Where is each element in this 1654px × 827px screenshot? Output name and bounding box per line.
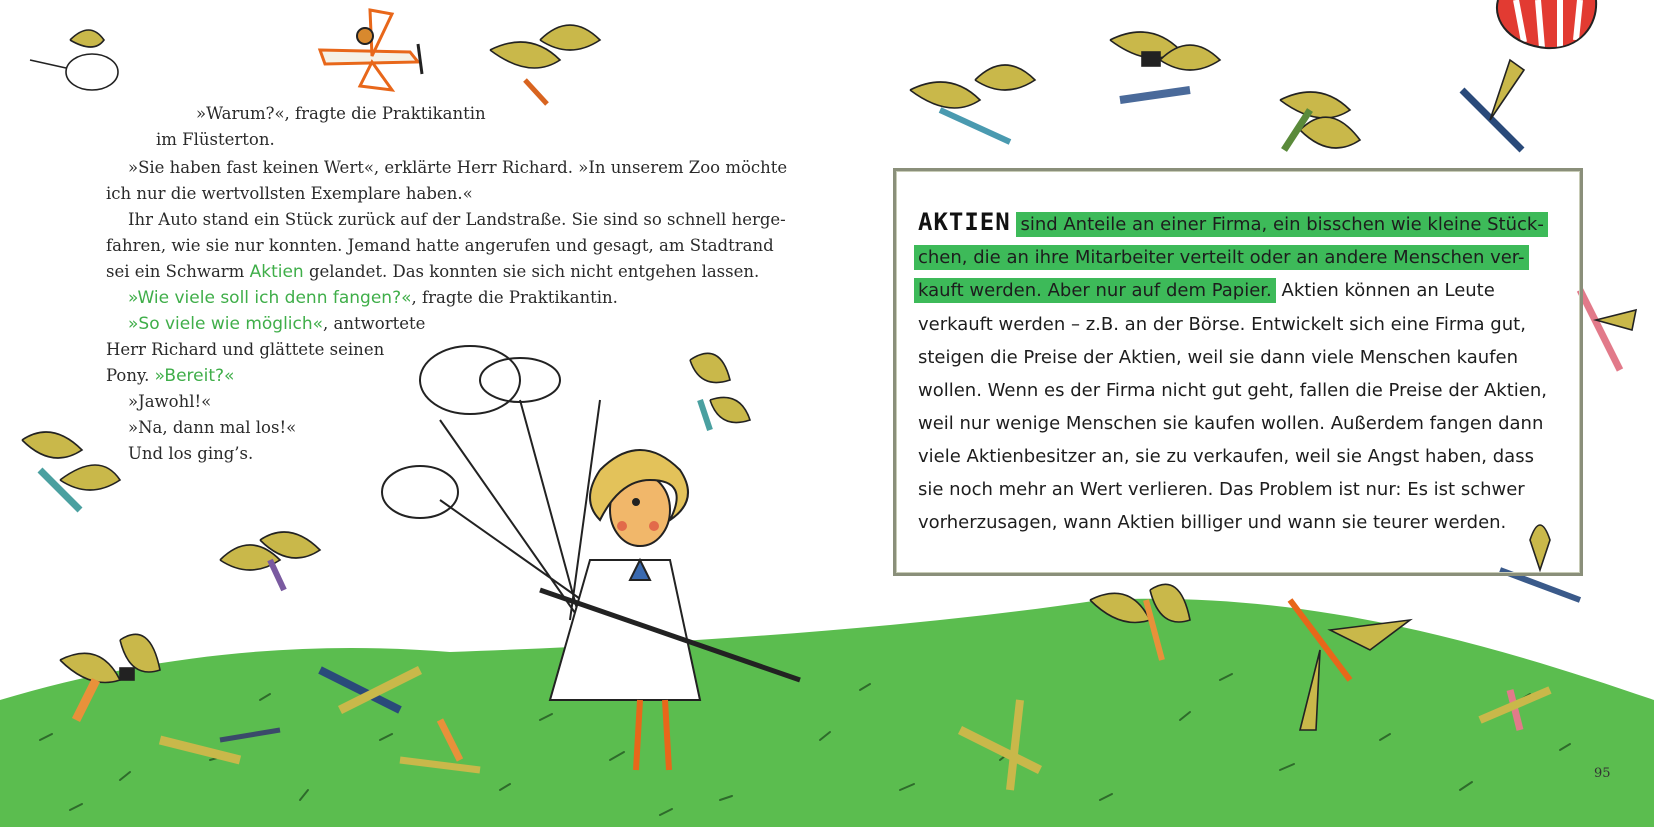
story-line: Und los ging’s. — [128, 444, 254, 463]
plane-illustration — [320, 10, 422, 90]
definition-line: verkauft werden – z.B. an der Börse. Entwickelt sich eine Firma gut, — [918, 314, 1526, 335]
story-line: fahren, wie sie nur konnten. Jemand hatte angerufen und gesagt, am Stadtrand — [106, 236, 774, 255]
page-number: 95 — [1594, 766, 1611, 781]
story-line-with-quote — [128, 316, 425, 333]
definition-line: viele Aktienbesitzer an, sie zu verkaufen, weil sie Angst haben, dass — [918, 446, 1534, 467]
definition-line: steigen die Preise der Aktien, weil sie dann viele Menschen kaufen — [918, 347, 1518, 368]
meadow — [0, 599, 1654, 827]
story-quote-highlight: »Bereit?« — [154, 366, 235, 386]
story-line: »Sie haben fast keinen Wert«, erklärte Herr Richard. »In unserem Zoo möchte — [128, 158, 788, 177]
definition-line: wollen. Wenn es der Firma nicht gut geht, fallen die Preise der Aktien, — [918, 380, 1547, 401]
story-line: Ihr Auto stand ein Stück zurück auf der Landstraße. Sie sind so schnell herge- — [128, 210, 786, 229]
story-text: , antwortete — [323, 314, 426, 333]
story-line-with-quote — [128, 290, 618, 307]
striped-ball-illustration — [1497, 0, 1596, 48]
story-line: im Flüsterton. — [156, 130, 275, 149]
story-line: »Jawohl!« — [128, 392, 212, 411]
definition-highlight: chen, die an ihre Mitarbeiter verteilt oder an andere Menschen ver- — [914, 245, 1529, 270]
story-line-with-quote — [106, 368, 234, 385]
definition-line — [918, 210, 1548, 234]
story-line: »Warum?«, fragte die Praktikantin — [196, 104, 486, 123]
story-text: gelandet. Das konnten sie sich nicht entgehen lassen. — [308, 262, 760, 281]
story-text: Pony. — [106, 366, 150, 385]
story-keyword-aktien: Aktien — [249, 262, 304, 282]
definition-line: weil nur wenige Menschen sie kaufen wollen. Außerdem fangen dann — [918, 413, 1544, 434]
definition-keyword: AKTIEN — [918, 208, 1011, 236]
story-line: Herr Richard und glättete seinen — [106, 340, 385, 359]
definition-highlight: sind Anteile an einer Firma, ein bisschen wie kleine Stück- — [1016, 212, 1547, 237]
story-quote-highlight: »So viele wie möglich« — [128, 314, 324, 334]
definition-line — [914, 282, 1495, 300]
definition-line: sie noch mehr an Wert verlieren. Das Problem ist nur: Es ist schwer — [918, 479, 1525, 500]
story-line-with-keyword — [106, 264, 759, 281]
definition-line: vorherzusagen, wann Aktien billiger und wann sie teurer werden. — [918, 512, 1507, 533]
story-line: »Na, dann mal los!« — [128, 418, 297, 437]
story-text: sei ein Schwarm — [106, 262, 245, 281]
definition-highlight: kauft werden. Aber nur auf dem Papier. — [914, 278, 1276, 303]
definition-text: Aktien können an Leute — [1281, 280, 1495, 301]
story-text: , fragte die Praktikantin. — [411, 288, 618, 307]
definition-line — [914, 249, 1529, 267]
story-line: ich nur die wertvollsten Exemplare haben.« — [106, 184, 473, 203]
story-quote-highlight: »Wie viele soll ich denn fangen?« — [128, 288, 412, 308]
